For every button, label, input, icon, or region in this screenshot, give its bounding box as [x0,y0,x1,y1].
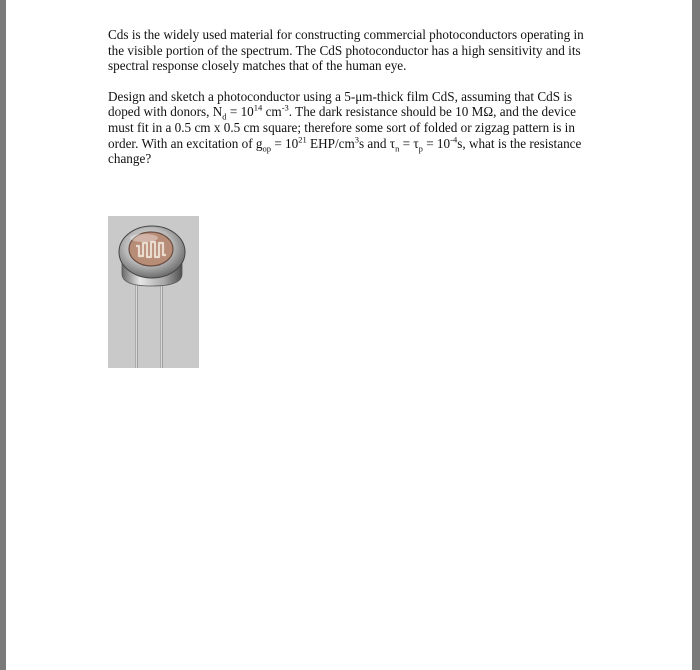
q-text-7: s and τ [358,135,396,151]
q-text-1: Design and sketch a photoconductor using a 5-μm-thick film CdS, assuming that CdS is doped with donors, N [108,88,573,120]
q-sup-3: 3 [354,134,359,145]
q-text-4: . The dark resistance should be 10 MΩ, and the device must fit in a 0.5 cm x 0.5 cm square; therefore some sort of folded or zigzag pattern is in order. With an excitation of g [108,104,576,151]
q-text-5: = 10 [271,135,299,151]
q-sup-21: 21 [298,134,307,145]
q-sup-minus3: -3 [281,102,289,113]
q-text-9: = 10 [422,135,451,151]
photoresistor-icon [108,216,199,368]
q-text-3: cm [262,104,282,120]
q-sub-op: op [262,143,272,154]
q-sub-d: d [222,112,227,123]
question-paragraph [108,89,598,167]
q-text-2: = 10 [226,104,254,120]
q-text-6: EHP/cm [306,135,355,151]
document-page [6,0,692,670]
q-sub-p: p [418,143,423,154]
q-sup-minus4: -4 [450,134,458,145]
problem-text [108,27,598,167]
photoresistor-image [108,216,199,368]
q-text-8: = τ [399,135,419,151]
q-sup-14: 14 [253,102,263,113]
q-sub-n: n [395,143,400,154]
q-text-10: s, what is the resistance change? [108,135,582,167]
intro-paragraph: Cds is the widely used material for constructing commercial photoconductors operating in the visible portion of the spectrum. The CdS photoconductor has a high sensitivity and its spectral response closely matches that of the human eye. [108,27,584,74]
